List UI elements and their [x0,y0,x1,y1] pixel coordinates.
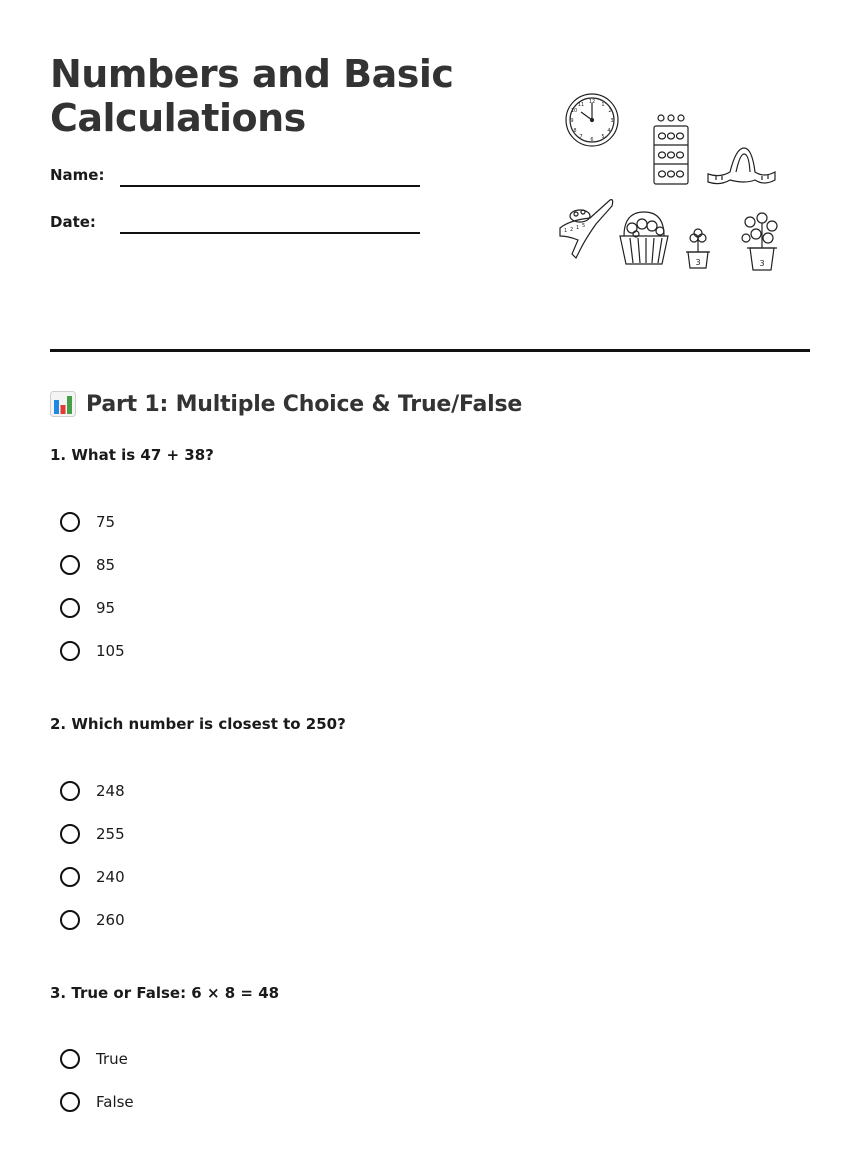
radio-button[interactable] [60,867,80,887]
small-pot-number: 3 [695,258,701,267]
svg-text:1: 1 [576,225,580,231]
option-label: 240 [96,868,125,886]
title-line-1: Numbers and Basic [50,52,454,96]
radio-button[interactable] [60,910,80,930]
svg-text:5: 5 [601,134,605,140]
q2-option-b[interactable] [60,821,125,847]
name-label: Name: [50,166,105,184]
radio-button[interactable] [60,555,80,575]
large-pot-number: 3 [759,259,765,268]
svg-text:12: 12 [588,99,596,105]
svg-text:5: 5 [582,223,586,229]
radio-button[interactable] [60,824,80,844]
clock-icon [566,94,618,146]
q1-option-a[interactable] [60,509,115,535]
radio-button[interactable] [60,1092,80,1112]
q2-option-d[interactable] [60,907,125,933]
radio-button[interactable] [60,641,80,661]
q3-option-true[interactable] [60,1046,128,1072]
worksheet-title [50,52,520,140]
svg-text:2: 2 [608,108,612,114]
flower-basket-icon [620,212,668,264]
svg-text:10: 10 [570,108,578,114]
small-flower-pot-icon [686,229,710,268]
bar-chart-icon [50,391,76,417]
option-label: 85 [96,556,116,574]
option-label: 105 [96,642,125,660]
q1-option-c[interactable] [60,595,115,621]
counting-blocks-icon [654,115,688,184]
option-label: 95 [96,599,116,617]
measuring-tape-icon [708,148,775,184]
svg-text:7: 7 [579,134,583,140]
q3-option-false[interactable] [60,1089,134,1115]
option-label: 248 [96,782,125,800]
part1-heading-text: Part 1: Multiple Choice & True/False [86,391,523,417]
option-label: 260 [96,911,125,929]
svg-text:3: 3 [610,118,614,124]
question-1: 1. What is 47 + 38? [50,446,214,464]
date-label: Date: [50,213,96,231]
q1-option-d[interactable] [60,638,125,664]
svg-text:1: 1 [601,102,605,108]
q2-option-a[interactable] [60,778,125,804]
date-line[interactable] [120,232,420,234]
radio-button[interactable] [60,512,80,532]
svg-text:9: 9 [570,118,574,124]
option-label: 255 [96,825,125,843]
name-line[interactable] [120,185,420,187]
svg-text:4: 4 [607,128,611,134]
option-label: 75 [96,513,116,531]
date-field [50,213,430,239]
measuring-tape-left-icon [560,200,613,258]
math-illustration [550,88,790,278]
title-line-2: Calculations [50,96,306,140]
q1-option-b[interactable] [60,552,115,578]
question-3: 3. True or False: 6 × 8 = 48 [50,984,280,1002]
option-label: True [96,1050,128,1068]
radio-button[interactable] [60,1049,80,1069]
svg-text:2: 2 [570,227,574,233]
name-field [50,166,430,192]
question-2: 2. Which number is closest to 250? [50,715,346,733]
svg-text:8: 8 [573,128,577,134]
section-divider [50,349,810,352]
radio-button[interactable] [60,781,80,801]
svg-text:11: 11 [577,102,585,108]
large-flower-pot-icon [742,213,777,270]
radio-button[interactable] [60,598,80,618]
svg-text:1: 1 [564,228,568,234]
option-label: False [96,1093,134,1111]
part1-heading [50,388,522,420]
svg-text:6: 6 [590,137,594,143]
q2-option-c[interactable] [60,864,125,890]
